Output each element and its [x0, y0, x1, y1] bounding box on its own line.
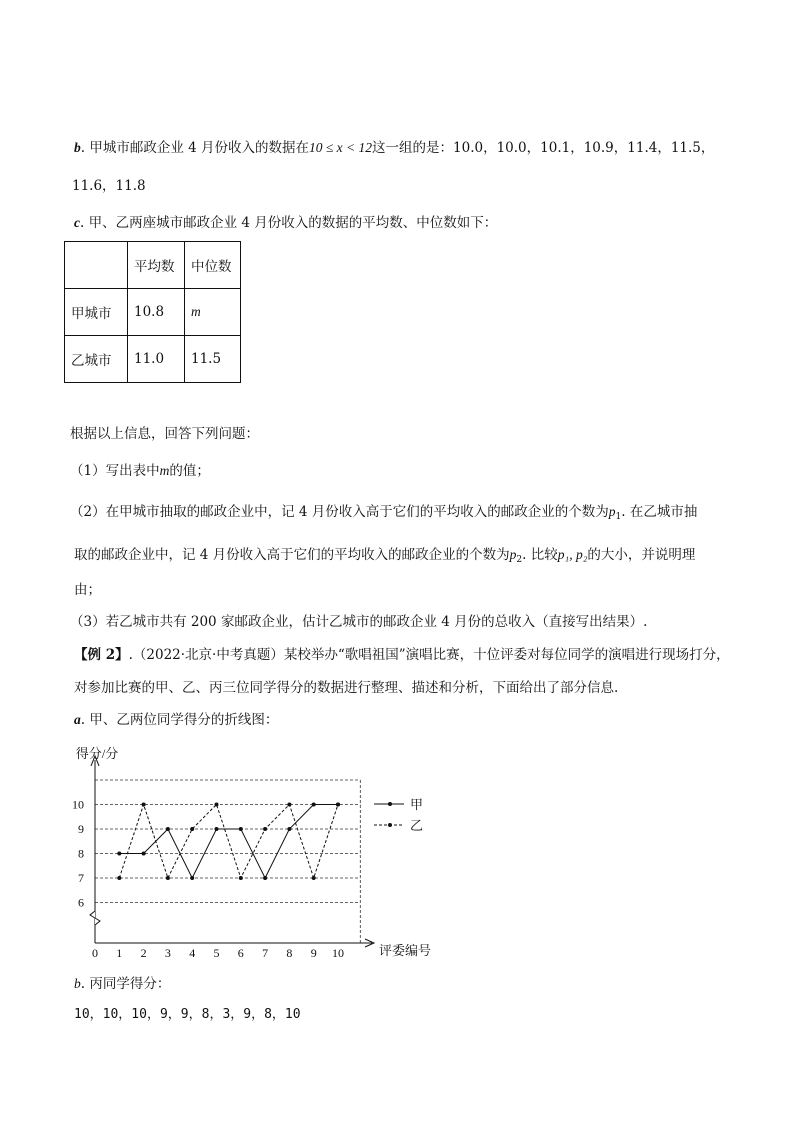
q2-text-c: 取的邮政企业中，记 4 月份收入高于它们的平均收入的邮政企业的个数为 — [74, 547, 510, 563]
data-point — [117, 876, 121, 880]
example-2-text1: .（2022·北京·中考真题）某校举办“歌唱祖国”演唱比赛，十位评委对每位同学的演唱进行现场打分， — [128, 647, 730, 663]
table-cell: 11.0 — [128, 336, 185, 383]
para-b-formula: 10 ≤ x < 12 — [309, 140, 373, 155]
question-1 — [70, 461, 210, 481]
legend-marker — [388, 823, 392, 827]
question-2-line2 — [74, 545, 695, 570]
example-2-line1 — [74, 645, 730, 665]
para-b-label: b — [74, 140, 81, 155]
data-point — [287, 803, 291, 807]
q2-p1-sub: 1 — [615, 512, 622, 522]
y-tick-label: 10 — [72, 797, 84, 812]
para-b-text-before: . 甲城市邮政企业 4 月份收入的数据在 — [80, 140, 310, 156]
q2-text-b: . 在乙城市抽 — [621, 504, 698, 520]
q1-var: m — [159, 463, 170, 478]
legend-label: 乙 — [410, 818, 424, 833]
data-point — [166, 827, 170, 831]
q2-p1: p — [608, 504, 616, 519]
x-tick-label: 1 — [116, 946, 123, 960]
stats-table — [64, 241, 241, 383]
data-point — [142, 803, 146, 807]
table-cell: 11.5 — [185, 336, 241, 383]
question-2-line3: 由； — [74, 582, 101, 598]
x-tick-label: 2 — [140, 946, 147, 960]
data-point — [190, 827, 194, 831]
q2-text-d: . 比较 — [522, 547, 558, 563]
data-point — [312, 803, 316, 807]
q2-p2-sub: 2 — [516, 555, 523, 565]
data-point — [142, 852, 146, 856]
para-c-label: c — [74, 215, 80, 230]
table-header-cell — [65, 242, 128, 289]
x-tick-label: 6 — [237, 946, 244, 960]
para-a-text: . 甲、乙两位同学得分的折线图： — [80, 712, 279, 728]
x-tick-label: 3 — [164, 946, 171, 960]
para-b-line1 — [74, 138, 714, 158]
q1-text-b: 的值； — [169, 463, 210, 479]
x-tick-label: 8 — [286, 946, 293, 960]
data-point — [239, 827, 243, 831]
question-2-line1 — [70, 502, 697, 527]
q2-pair: p₁, p₂ — [557, 547, 588, 562]
para-c — [74, 213, 497, 233]
data-point — [312, 876, 316, 880]
y-tick-label: 9 — [78, 822, 84, 836]
table-cell: 甲城市 — [65, 289, 128, 336]
data-point — [166, 876, 170, 880]
y-axis-label: 得分/分 — [75, 746, 119, 761]
q2-text-a: （2）在甲城市抽取的邮政企业中，记 4 月份收入高于它们的平均收入的邮政企业的个数为 — [70, 504, 609, 520]
table-cell: m — [185, 289, 241, 336]
data-point — [287, 827, 291, 831]
table-header-cell: 平均数 — [128, 242, 185, 289]
legend-marker — [388, 802, 392, 806]
table-header-cell: 中位数 — [185, 242, 241, 289]
y-tick-label: 6 — [78, 895, 84, 910]
para-a-label: a — [74, 712, 81, 727]
x-tick-label: 5 — [213, 946, 220, 960]
q2-text-e: 的大小，并说明理 — [587, 547, 696, 563]
x-tick-label: 7 — [262, 946, 269, 960]
para-b-continuation: 11.6，11.8 — [72, 178, 146, 194]
data-point — [336, 803, 340, 807]
x-tick-label: 9 — [310, 946, 317, 960]
question-3: （3）若乙城市共有 200 家邮政企业，估计乙城市的邮政企业 4 月份的总收入（直接写出结果）. — [70, 614, 648, 630]
table-row — [65, 289, 241, 336]
data-point — [215, 827, 219, 831]
data-point — [117, 852, 121, 856]
y-tick-label: 7 — [78, 871, 84, 885]
series-line — [119, 805, 338, 879]
para-c-text: . 甲、乙两座城市邮政企业 4 月份收入的数据的平均数、中位数如下： — [80, 215, 498, 231]
table-row — [65, 336, 241, 383]
x-tick-label: 10 — [332, 946, 344, 960]
para-b2-label: b — [74, 976, 81, 991]
example-2-tag: 【例 2】 — [74, 647, 129, 663]
score-line-chart — [60, 738, 440, 960]
x-axis-label: 评委编号 — [378, 943, 432, 958]
y-axis-break — [90, 911, 100, 925]
q1-text-a: （1）写出表中 — [70, 463, 160, 479]
table-cell: 10.8 — [128, 289, 185, 336]
table-header-row — [65, 242, 241, 289]
para-b2 — [74, 974, 170, 994]
q2-p2: p — [509, 547, 517, 562]
x-tick-label: 0 — [92, 946, 98, 960]
para-a — [74, 710, 278, 730]
data-point — [263, 876, 267, 880]
data-point — [215, 803, 219, 807]
example-2-line2: 对参加比赛的甲、乙、丙三位同学得分的数据进行整理、描述和分析，下面给出了部分信息. — [74, 680, 619, 696]
table-cell: 乙城市 — [65, 336, 128, 383]
para-b2-text: . 丙同学得分： — [80, 976, 171, 992]
x-tick-label: 4 — [189, 946, 196, 960]
data-point — [263, 827, 267, 831]
para-b-line2 — [72, 176, 146, 196]
para-b2-scores: 10，10，10，9，9，8，3，9，8，10 — [74, 1007, 301, 1022]
data-point — [190, 876, 194, 880]
legend-label: 甲 — [410, 797, 424, 812]
y-tick-label: 8 — [78, 846, 84, 861]
questions-intro: 根据以上信息，回答下列问题： — [70, 426, 259, 442]
data-point — [239, 876, 243, 880]
para-b-text-after: 这一组的是：10.0，10.0，10.1，10.9，11.4，11.5， — [372, 140, 715, 156]
